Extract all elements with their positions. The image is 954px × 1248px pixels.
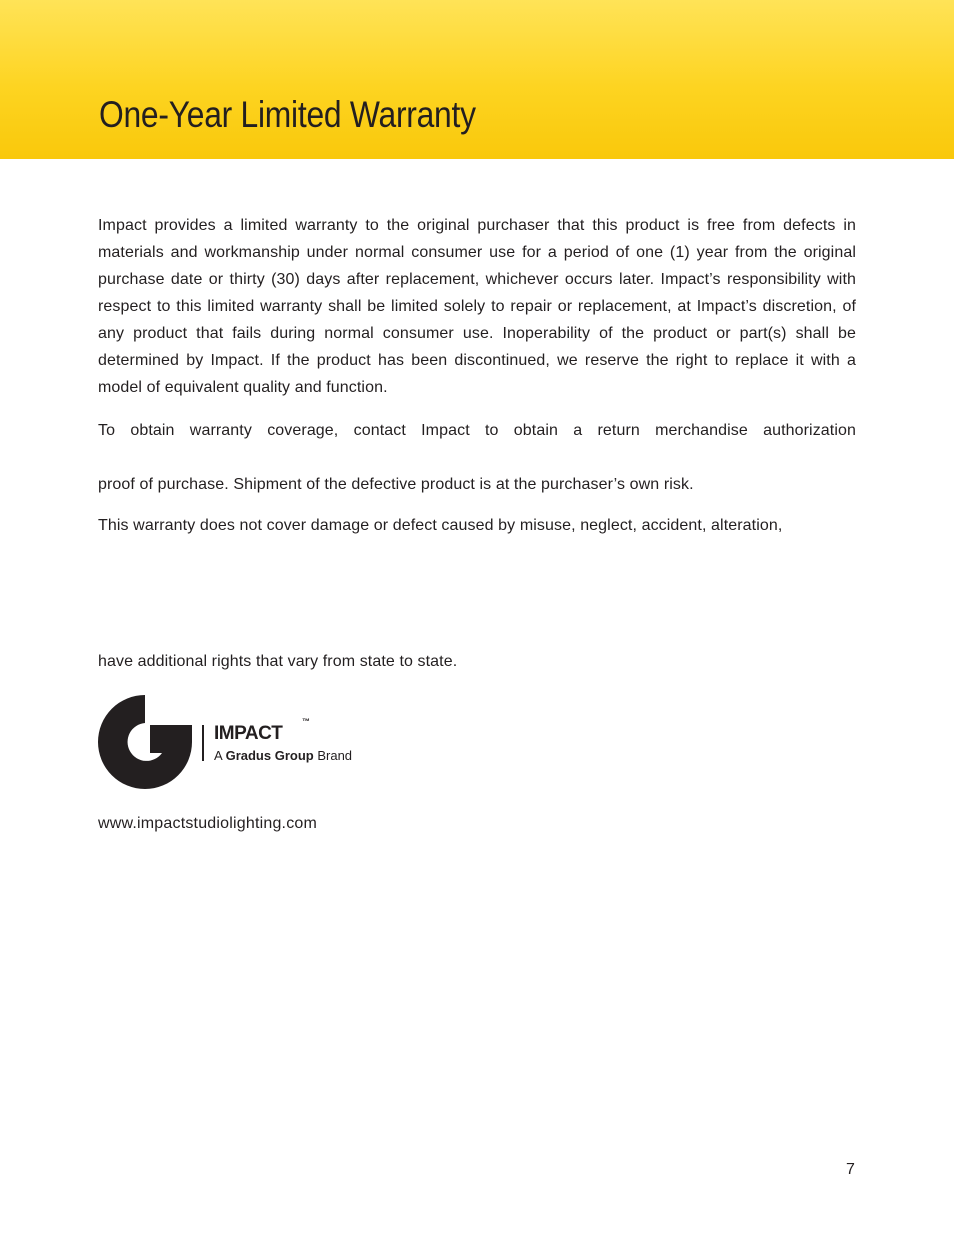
tagline-prefix: A — [214, 748, 222, 763]
brand-name: IMPACT — [214, 723, 283, 744]
website-link[interactable]: www.impactstudiolighting.com — [98, 815, 318, 832]
tagline-group: Gradus Group — [225, 748, 314, 763]
exclusions-paragraph-line: This warranty does not cover damage or defect caused by misuse, neglect, accident, alteration, — [98, 517, 783, 534]
coverage-paragraph-end: proof of purchase. Shipment of the defective product is at the purchaser’s own risk. — [98, 476, 694, 493]
page-title: One-Year Limited Warranty — [99, 94, 476, 135]
coverage-paragraph-line: To obtain warranty coverage, contact Impact to obtain a return merchandise authorization — [98, 422, 856, 439]
logo-divider — [202, 725, 204, 761]
page-number: 7 — [846, 1161, 855, 1178]
gradus-g-logo-icon — [98, 695, 192, 789]
trademark-symbol: ™ — [302, 717, 310, 726]
impact-logo — [98, 695, 378, 790]
tagline-suffix: Brand — [317, 748, 353, 763]
brand-tagline — [214, 748, 352, 764]
warranty-paragraph: Impact provides a limited warranty to the original purchaser that this product is free from defects in materials and workmanship under normal consumer use for a period of one (1) year from the original purchase date or thirty (30) days after replacement, whichever occurs later. Impact’s responsibility with respect to this limited warranty shall be limited solely to repair or replacement, at Impact’s discretion, of any product that fails during normal consumer use. Inoperability of the product or part(s) shall be determined by Impact. If the product has been discontinued, we reserve the right to replace it with a model of equivalent quality and function. — [98, 217, 856, 396]
rights-paragraph-end: have additional rights that vary from state to state. — [98, 653, 458, 670]
